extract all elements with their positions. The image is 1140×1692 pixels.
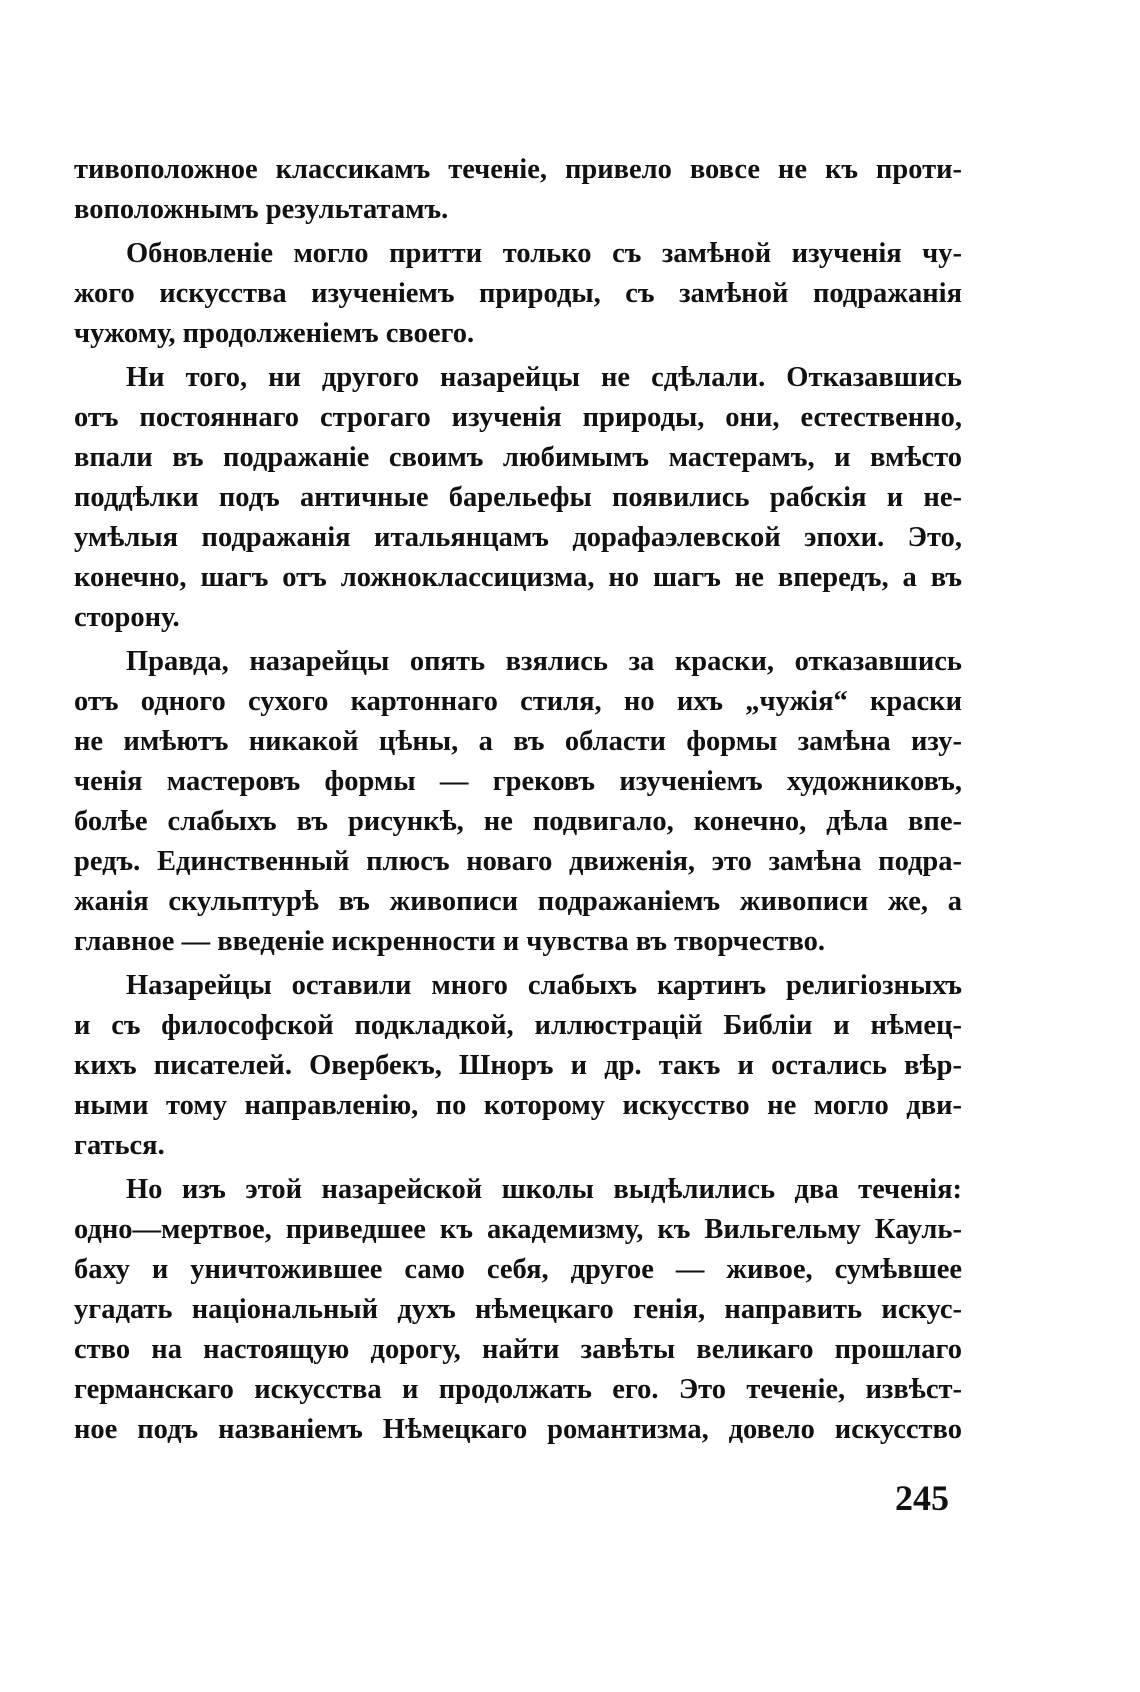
paragraph-5	[74, 966, 962, 1166]
paragraph-3	[74, 358, 962, 638]
text-line: Ни того, ни другого назарейцы не сдѣлали. Отказавшись	[126, 362, 962, 393]
text-line: редъ. Единственный плюсъ новаго движенія, это замѣна подра-	[74, 846, 962, 877]
text-line: жого искусства изученіемъ природы, съ замѣной подражанія	[74, 278, 962, 309]
text-line: гаться.	[74, 1130, 165, 1161]
text-line: сторону.	[74, 602, 180, 633]
page-number: 245	[895, 1478, 949, 1518]
text-line: Но изъ этой назарейской школы выдѣлились два теченія:	[126, 1174, 962, 1205]
text-line: одно—мертвое, приведшее къ академизму, къ Вильгельму Кауль-	[74, 1214, 962, 1245]
page-body	[74, 150, 962, 1450]
text-line: германскаго искусства и продолжать его. Это теченіе, извѣст-	[74, 1374, 962, 1405]
text-line: конечно, шагъ отъ ложноклассицизма, но шагъ не впередъ, а въ	[74, 562, 962, 593]
text-line: отъ одного сухого картоннаго стиля, но ихъ „чужія“ краски	[74, 686, 962, 717]
text-line: ными тому направленію, по которому искусство не могло дви-	[74, 1090, 962, 1121]
text-line: жанія скульптурѣ въ живописи подражаніемъ живописи же, а	[74, 886, 962, 917]
text-line: главное — введеніе искренности и чувства въ творчество.	[74, 926, 826, 957]
text-line: угадать національный духъ нѣмецкаго генія, направить искус-	[74, 1294, 962, 1325]
text-line: впали въ подражаніе своимъ любимымъ мастерамъ, и вмѣсто	[74, 442, 962, 473]
paragraph-2	[74, 234, 962, 354]
text-line: тивоположное классикамъ теченіе, привело вовсе не къ проти-	[74, 154, 962, 185]
text-line: баху и уничтожившее само себя, другое — живое, сумѣвшее	[74, 1254, 962, 1285]
text-line: Назарейцы оставили много слабыхъ картинъ религіозныхъ	[126, 970, 962, 1001]
text-line: ченія мастеровъ формы — грековъ изученіемъ художниковъ,	[74, 766, 962, 797]
paragraph-4	[74, 642, 962, 962]
text-line: воположнымъ результатамъ.	[74, 194, 449, 225]
text-line: Правда, назарейцы опять взялись за краски, отказавшись	[126, 646, 962, 677]
text-line: не имѣютъ никакой цѣны, а въ области формы замѣна изу-	[74, 726, 962, 757]
text-line: отъ постояннаго строгаго изученія природы, они, естественно,	[74, 402, 962, 433]
paragraph-1	[74, 150, 962, 230]
text-line: умѣлыя подражанія итальянцамъ дорафаэлевской эпохи. Это,	[74, 522, 962, 553]
text-line: поддѣлки подъ античные барельефы появились рабскія и не-	[74, 482, 962, 513]
text-line: ство на настоящую дорогу, найти завѣты великаго прошлаго	[74, 1334, 962, 1365]
text-line: кихъ писателей. Овербекъ, Шноръ и др. такъ и остались вѣр-	[74, 1050, 962, 1081]
text-line: ное подъ названіемъ Нѣмецкаго романтизма, довело искусство	[74, 1414, 962, 1445]
text-line: чужому, продолженіемъ своего.	[74, 318, 475, 349]
text-line: и съ философской подкладкой, иллюстрацій Библіи и нѣмец-	[74, 1010, 962, 1041]
paragraph-6	[74, 1170, 962, 1450]
text-line: болѣе слабыхъ въ рисункѣ, не подвигало, конечно, дѣла впе-	[74, 806, 962, 837]
text-line: Обновленіе могло притти только съ замѣной изученія чу-	[126, 238, 962, 269]
